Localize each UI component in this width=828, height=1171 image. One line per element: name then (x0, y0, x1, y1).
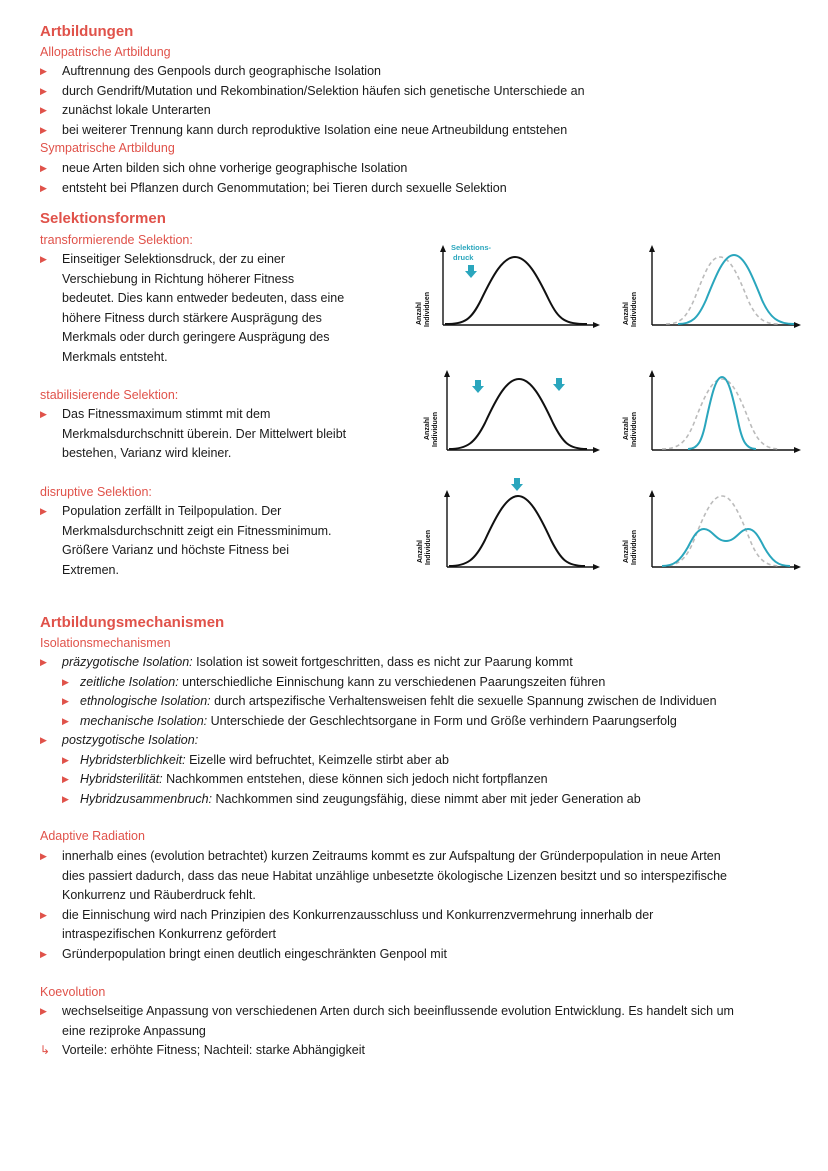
svg-text:Anzahl: Anzahl (424, 417, 431, 440)
bullet-icon: ▶ (40, 124, 47, 135)
bullet-icon: ▶ (40, 735, 47, 745)
praezygotisch-sublist (62, 673, 717, 732)
bullet-icon: ▶ (40, 1006, 47, 1016)
selektionsdruck-label: Selektions- (451, 243, 492, 252)
population-curve (445, 257, 587, 324)
section-title-selektionsformen: Selektionsformen (40, 210, 166, 227)
subsection-title-transformierend: transformierende Selektion: (40, 233, 193, 247)
subsection-title-sympatrisch: Sympatrische Artbildung (40, 141, 175, 155)
list-item: ▶ wechselseitige Anpassung von verschiedenen Arten durch sich beeinflussende evolution Entwicklung. Es handelt sich um eine reziproke Anpassung (40, 1004, 734, 1038)
svg-text:Individuen: Individuen (631, 292, 638, 327)
y-axis-label (623, 412, 638, 447)
selection-arrow-icon (553, 378, 565, 391)
list-item: ▶ präzygotische Isolation: Isolation ist soweit fortgeschritten, dass es nicht zur Paarung kommt ▶ zeitliche Isolation: unterschiedliche Einnischung kann zu verschiedenen Paarungszeiten führen ▶ ethnologische Isolation: durch artspezifische Verhaltensweisen fehlt die sexuelle Spannung zwischen de Individuen ▶ mechanische Isolation: Unterschiede der Geschlechtsorgane in Form und Größe verhindern Paarungserfolg (40, 653, 717, 731)
arrow-return-icon: ↳ (40, 1043, 51, 1057)
y-axis-arrow-icon (444, 490, 450, 497)
original-curve (662, 496, 780, 566)
selection-arrow-icon (465, 265, 477, 278)
svg-text:Anzahl: Anzahl (623, 302, 630, 325)
bullet-icon: ▶ (62, 754, 69, 765)
population-curve (449, 496, 585, 566)
bullet-icon: ▶ (40, 409, 47, 419)
svg-text:Anzahl: Anzahl (417, 540, 424, 563)
x-axis-arrow-icon (794, 564, 801, 570)
list-item: ▶ zeitliche Isolation: unterschiedliche Einnischung kann zu verschiedenen Paarungszeiten führen (62, 673, 717, 693)
selected-curve (678, 255, 794, 324)
subsection-title-isolation: Isolationsmechanismen (40, 636, 171, 650)
bullet-icon: ▶ (62, 676, 69, 687)
stabilisierend-text: ▶ Das Fitnessmaximum stimmt mit dem Merkmalsdurchschnitt überein. Der Mittelwert bleibt bestehen, Varianz wird kleiner. (40, 407, 347, 460)
x-axis-arrow-icon (794, 447, 801, 453)
svg-text:Anzahl: Anzahl (623, 540, 630, 563)
y-axis-arrow-icon (444, 370, 450, 377)
koevolution-list (40, 1002, 734, 1061)
list-item: ▶ durch Gendrift/Mutation und Rekombination/Selektion häufen sich genetische Unterschiede an (40, 82, 585, 102)
graph-stabilisierend-before (405, 365, 605, 460)
y-axis-label (417, 530, 432, 565)
subsection-title-stabilisierend: stabilisierende Selektion: (40, 388, 179, 402)
original-curve (662, 379, 780, 449)
y-axis-arrow-icon (649, 370, 655, 377)
original-curve (666, 257, 778, 324)
list-item: ▶ mechanische Isolation: Unterschiede der Geschlechtsorgane in Form und Größe verhindern Paarungserfolg (62, 712, 717, 732)
x-axis-arrow-icon (593, 447, 600, 453)
graph-transformierend-before (405, 240, 605, 335)
list-item: ▶ Hybridsterblichkeit: Eizelle wird befruchtet, Keimzelle stirbt aber ab (62, 751, 717, 771)
selection-arrow-icon (472, 380, 484, 393)
svg-text:Individuen: Individuen (425, 530, 432, 565)
y-axis-label (416, 292, 431, 327)
subsection-title-allopatrisch: Allopatrische Artbildung (40, 45, 171, 59)
graph-transformierend-after (618, 240, 818, 335)
list-item: ▶ bei weiterer Trennung kann durch reproduktive Isolation eine neue Artneubildung entstehen (40, 121, 585, 141)
bullet-icon: ▶ (40, 182, 47, 193)
subsection-title-koevolution: Koevolution (40, 985, 106, 999)
bullet-icon: ▶ (40, 85, 47, 96)
postzygotisch-sublist (62, 751, 717, 810)
sympatrisch-list (40, 159, 507, 198)
bullet-icon: ▶ (62, 696, 69, 706)
y-axis-arrow-icon (649, 245, 655, 252)
list-item: ▶ Hybridsterilität: Nachkommen entstehen, diese können sich jedoch nicht fortpflanzen (62, 770, 717, 790)
bullet-icon: ▶ (40, 66, 47, 76)
radiation-list (40, 847, 727, 964)
allopatrisch-list (40, 62, 585, 140)
svg-text:Individuen: Individuen (631, 412, 638, 447)
svg-text:Individuen: Individuen (631, 530, 638, 565)
list-item: ▶ Hybridzusammenbruch: Nachkommen sind zeugungsfähig, diese nimmt aber mit jeder Generation ab (62, 790, 717, 810)
svg-text:Individuen: Individuen (432, 412, 439, 447)
list-item: ▶ postzygotische Isolation: ▶ Hybridsterblichkeit: Eizelle wird befruchtet, Keimzelle stirbt aber ab ▶ Hybridsterilität: Nachkommen entstehen, diese können sich jedoch nicht fortpflanzen ▶ Hybridzusammenbruch: Nachkommen sind zeugungsfähig, diese nimmt aber mit jeder Generation ab (40, 731, 717, 809)
bullet-icon: ▶ (62, 715, 69, 726)
bullet-icon: ▶ (40, 851, 47, 861)
bullet-icon: ▶ (40, 163, 47, 173)
selektionsdruck-label-2: druck (453, 253, 474, 262)
graph-stabilisierend-after (618, 365, 818, 460)
list-item: ▶ Gründerpopulation bringt einen deutlich eingeschränkten Genpool mit (40, 945, 727, 965)
bullet-icon: ▶ (62, 774, 69, 784)
disruptiv-text: ▶ Population zerfällt in Teilpopulation. Der Merkmalsdurchschnitt zeigt ein Fitnessminimum. Größere Varianz und höchste Fitness bei Extremen. (40, 504, 332, 577)
list-item: ▶ neue Arten bilden sich ohne vorherige geographische Isolation (40, 159, 507, 179)
list-item: ▶ Auftrennung des Genpools durch geographische Isolation (40, 62, 585, 82)
y-axis-label (623, 292, 638, 327)
transformierend-text: ▶ Einseitiger Selektionsdruck, der zu einer Verschiebung in Richtung höherer Fitness bedeutet. Dies kann entweder bedeuten, dass eine höhere Fitness durch stärkere Ausprägung des Merkmals oder durch geringere Ausprägung des Merkmals entsteht. (40, 252, 345, 364)
section-title-artbildungen: Artbildungen (40, 23, 134, 40)
y-axis-label (623, 530, 638, 565)
svg-text:Anzahl: Anzahl (416, 302, 423, 325)
graph-disruptiv-before (405, 475, 605, 575)
y-axis-arrow-icon (440, 245, 446, 252)
isolation-list (40, 653, 717, 809)
bullet-icon: ▶ (40, 254, 47, 264)
y-axis-label (424, 412, 439, 447)
bullet-icon: ▶ (62, 793, 69, 804)
selection-arrow-icon (511, 478, 523, 491)
list-item: ▶ entsteht bei Pflanzen durch Genommutation; bei Tieren durch sexuelle Selektion (40, 179, 507, 199)
selected-curve (662, 529, 790, 566)
svg-text:Anzahl: Anzahl (623, 417, 630, 440)
list-item: ▶ zunächst lokale Unterarten (40, 101, 585, 121)
subsection-title-disruptiv: disruptive Selektion: (40, 485, 152, 499)
graph-disruptiv-after (618, 475, 818, 575)
bullet-icon: ▶ (40, 105, 47, 115)
bullet-icon: ▶ (40, 948, 47, 959)
x-axis-arrow-icon (593, 322, 600, 328)
section-title-mechanismen: Artbildungsmechanismen (40, 614, 225, 631)
y-axis-arrow-icon (649, 490, 655, 497)
bullet-icon: ▶ (40, 657, 47, 667)
list-item: ▶ innerhalb eines (evolution betrachtet) kurzen Zeitraums kommt es zur Aufspaltung der Gründerpopulation in neue Arten dies passiert dadurch, dass das neue Habitat unzählige unbesetzte ökologische Lizenzen besitzt und so interspezifische Konkurrenz und Räuberdruck fehlt. (40, 849, 727, 902)
x-axis-arrow-icon (593, 564, 600, 570)
subsection-title-radiation: Adaptive Radiation (40, 829, 145, 843)
list-item: ▶ die Einnischung wird nach Prinzipien des Konkurrenzausschluss und Konkurrenzvermehrung innerhalb der intraspezifischen Konkurrenz gefördert (40, 907, 654, 941)
list-item: ↳ Vorteile: erhöhte Fitness; Nachteil: starke Abhängigkeit (40, 1041, 734, 1061)
svg-text:Individuen: Individuen (424, 292, 431, 327)
bullet-icon: ▶ (40, 909, 47, 920)
list-item: ▶ ethnologische Isolation: durch artspezifische Verhaltensweisen fehlt die sexuelle Spannung zwischen de Individuen (62, 692, 717, 712)
population-curve (449, 379, 587, 449)
bullet-icon: ▶ (40, 506, 47, 516)
x-axis-arrow-icon (794, 322, 801, 328)
